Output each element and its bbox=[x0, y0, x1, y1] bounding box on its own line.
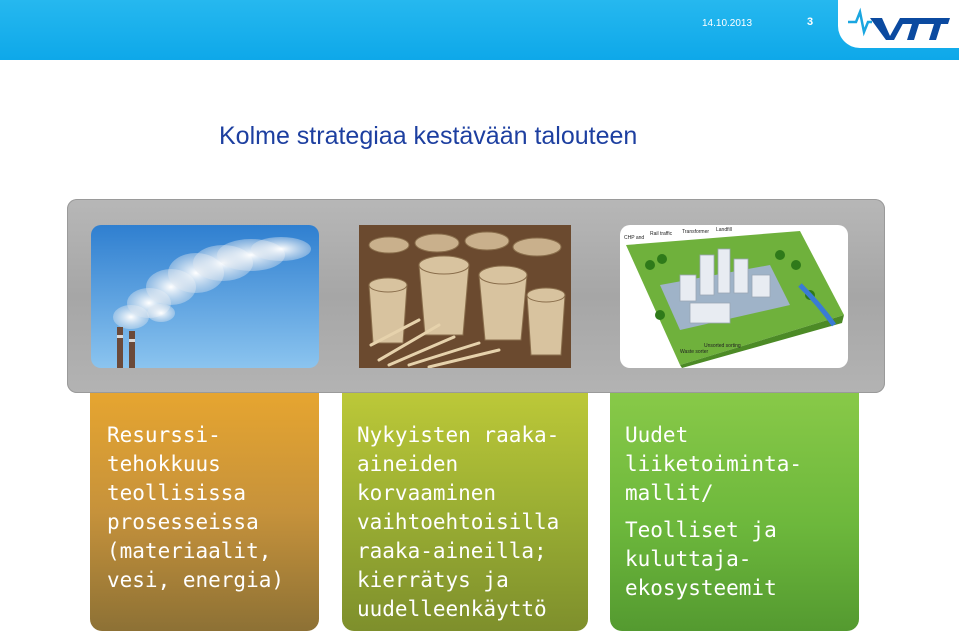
card-3-line-3: mallit/ bbox=[625, 481, 714, 505]
city-label-rail: Rail traffic bbox=[650, 231, 673, 237]
vtt-logo-icon bbox=[846, 6, 954, 44]
card-2-line-1: Nykyisten raaka- bbox=[357, 423, 560, 447]
card-3-line-6: ekosysteemit bbox=[625, 576, 777, 600]
pulp-cups-and-cutlery-icon bbox=[359, 225, 571, 368]
card-1-line-1: Resurssi- bbox=[107, 423, 221, 447]
photo-strip bbox=[67, 199, 885, 393]
factory-smokestacks-icon bbox=[91, 225, 319, 368]
card-3-line-1: Uudet bbox=[625, 423, 689, 447]
card-3-spacer bbox=[625, 508, 859, 516]
slide-title: Kolme strategiaa kestävään talouteen bbox=[219, 122, 638, 150]
slide-date: 14.10.2013 bbox=[702, 18, 753, 29]
strategy-card-raw-materials bbox=[342, 393, 588, 631]
card-2-line-6: kierrätys ja bbox=[357, 568, 509, 592]
eco-city-photo bbox=[620, 225, 848, 368]
page-number: 3 bbox=[807, 16, 814, 28]
eco-city-illustration-icon bbox=[620, 225, 848, 368]
strategy-card-business-models bbox=[610, 393, 859, 631]
card-3-line-2: liiketoiminta- bbox=[625, 452, 803, 476]
factory-photo bbox=[91, 225, 319, 368]
header-bar bbox=[0, 0, 959, 60]
city-label-transformer: Transformer bbox=[682, 229, 710, 235]
card-1-line-3: teollisissa bbox=[107, 481, 247, 505]
card-2-line-4: vaihtoehtoisilla bbox=[357, 510, 560, 534]
card-1-line-6: vesi, energia) bbox=[107, 568, 285, 592]
card-3-line-5: kuluttaja- bbox=[625, 547, 752, 571]
card-1-line-2: tehokkuus bbox=[107, 452, 221, 476]
pulp-products-photo bbox=[359, 225, 571, 368]
card-2-line-2: aineiden bbox=[357, 452, 459, 476]
city-label-waste-sorter: Waste sorter bbox=[680, 349, 709, 355]
card-2-line-7: uudelleenkäyttö bbox=[357, 597, 547, 621]
card-2-line-5: raaka-aineilla; bbox=[357, 539, 547, 563]
city-label-chp: CHP and bbox=[624, 235, 645, 241]
card-3-line-4: Teolliset ja bbox=[625, 518, 777, 542]
city-label-landfill: Landfill bbox=[716, 227, 732, 233]
vtt-logo bbox=[838, 0, 959, 48]
card-2-line-3: korvaaminen bbox=[357, 481, 497, 505]
card-1-line-4: prosesseissa bbox=[107, 510, 259, 534]
city-label-unsorted: Unsorted sorting bbox=[704, 343, 741, 349]
card-1-line-5: (materiaalit, bbox=[107, 539, 272, 563]
strategy-card-resource-efficiency bbox=[90, 393, 319, 631]
